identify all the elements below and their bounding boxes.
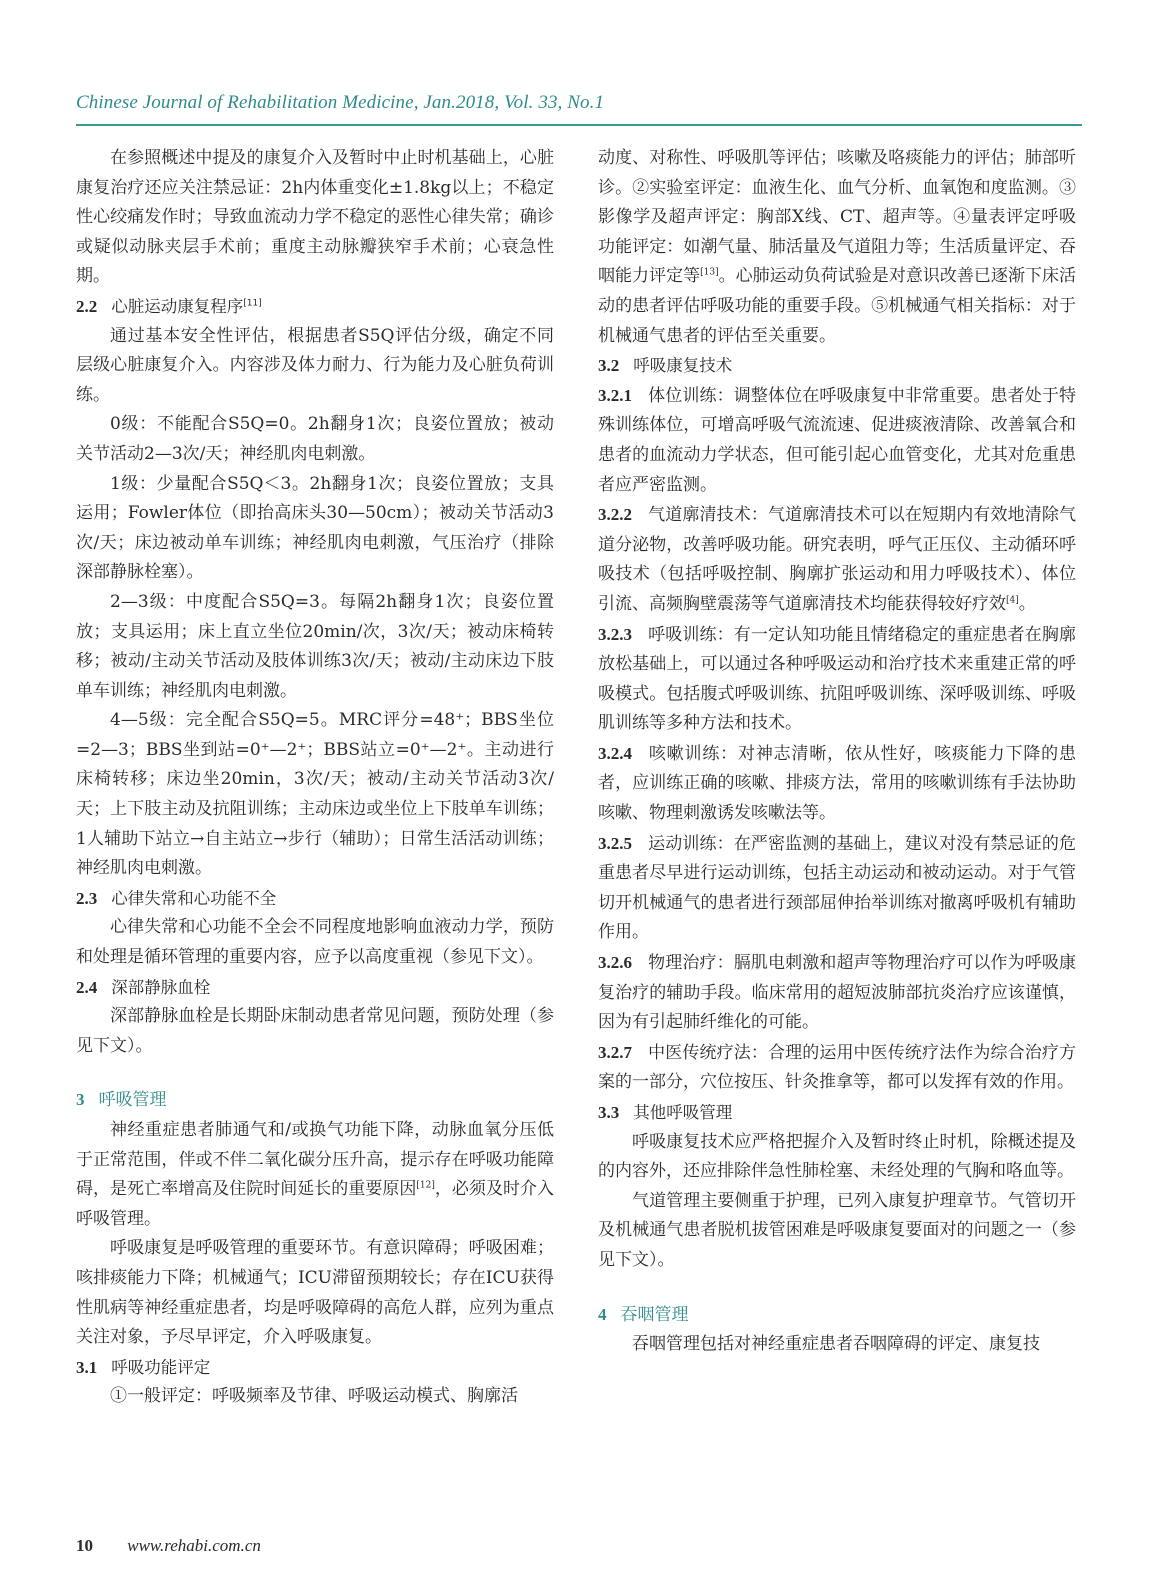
item-3-2-1	[598, 381, 1076, 500]
right-column	[598, 144, 1076, 1360]
item-text: 咳嗽训练：对神志清晰，依从性好，咳痰能力下降的患者，应训练正确的咳嗽、排痰方法，常用的咳嗽训练有手法协助咳嗽、物理刺激诱发咳嗽法等。	[598, 743, 1076, 824]
citation: [12]	[416, 1180, 435, 1191]
section-title: 吞咽管理	[620, 1304, 689, 1325]
item-text: 物理治疗：膈肌电刺激和超声等物理治疗可以作为呼吸康复治疗的辅助手段。临床常用的超短波肺部抗炎治疗应该谨慎，因为有引起肺纤维化的可能。	[598, 953, 1076, 1033]
paragraph: 在参照概述中提及的康复介入及暂时中止时机基础上，心脏康复治疗还应关注禁忌证：2h内体重变化±1.8kg以上；不稳定性心绞痛发作时；导致血流动力学不稳定的恶性心律失常；确诊或疑似动脉夹层手术前；重度主动脉瓣狭窄手术前；心衰急性期。	[76, 148, 554, 287]
paragraph	[76, 1116, 554, 1234]
heading-title: 深部静脉血栓	[111, 977, 211, 997]
paragraph: 心律失常和心功能不全会不同程度地影响血液动力学，预防和处理是循环管理的重要内容，应予以高度重视（参见下文）。	[76, 917, 554, 968]
citation: [11]	[243, 298, 262, 309]
page-footer	[76, 1536, 261, 1556]
section-number: 3	[76, 1090, 85, 1110]
section-heading-3	[76, 1085, 554, 1116]
item-3-2-5	[598, 829, 1076, 948]
paragraph	[598, 144, 1076, 351]
item-number: 3.2.6	[598, 953, 632, 973]
subheading-3-2	[598, 351, 1076, 381]
heading-title: 呼吸康复技术	[633, 356, 733, 376]
item-number: 3.2.2	[598, 505, 632, 525]
heading-title: 心脏运动康复程序	[111, 296, 244, 316]
website-link[interactable]: www.rehabi.com.cn	[127, 1536, 261, 1555]
paragraph: ①一般评定：呼吸频率及节律、呼吸运动模式、胸廓活	[110, 1386, 518, 1407]
heading-number: 2.3	[76, 888, 98, 908]
paragraph-text: 。心肺运动负荷试验是对意识改善已逐渐下床活动的患者评估呼吸功能的重要手段。⑤机械通气相关指标：对于机械通气患者的评估至关重要。	[598, 266, 1077, 346]
paragraph: 通过基本安全性评估，根据患者S5Q评估分级，确定不同层级心脏康复介入。内容涉及体力耐力、行为能力及心脏负荷训练。	[76, 325, 554, 405]
item-3-2-4	[598, 739, 1076, 829]
item-number: 3.2.1	[598, 385, 632, 405]
item-3-2-7	[598, 1038, 1076, 1098]
running-head: Chinese Journal of Rehabilitation Medicine, Jan.2018, Vol. 33, No.1	[76, 92, 605, 113]
item-text: 运动训练：在严密监测的基础上，建议对没有禁忌证的危重患者尽早进行运动训练，包括主动运动和被动运动。对于气管切开机械通气的患者进行颈部屈伸抬举训练对撤离呼吸机有辅助作用。	[598, 833, 1076, 943]
paragraph-text: ，必须及时介入呼吸管理。	[76, 1179, 555, 1229]
left-column	[76, 144, 554, 1412]
paragraph: 呼吸康复技术应严格把握介入及暂时终止时机，除概述提及的内容外，还应排除伴急性肺栓塞、未经处理的气胸和咯血等。	[598, 1131, 1076, 1182]
paragraph: 0级：不能配合S5Q=0。2h翻身1次；良姿位置放；被动关节活动2—3次/天；神经肌肉电刺激。	[76, 414, 554, 464]
heading-title: 其他呼吸管理	[633, 1103, 733, 1122]
item-3-2-2	[598, 500, 1076, 619]
paragraph: 气道管理主要侧重于护理，已列入康复护理章节。气管切开及机械通气患者脱机拔管困难是呼吸康复要面对的问题之一（参见下文）。	[598, 1190, 1076, 1270]
item-text: 体位训练：调整体位在呼吸康复中非常重要。患者处于特殊训练体位，可增高呼吸气流流速、促进痰液清除、改善氧合和患者的血流动力学状态，但可能引起心血管变化，尤其对危重患者应严密监测。	[598, 385, 1076, 495]
item-number: 3.2.4	[598, 743, 632, 763]
subheading-3-1	[76, 1353, 554, 1383]
paragraph: 2—3级：中度配合S5Q=3。每隔2h翻身1次；良姿位置放；支具运用；床上直立坐位20min/次，3次/天；被动床椅转移；被动/主动关节活动及肢体训练3次/天；被动/主动床边下肢单车训练；神经肌肉电刺激。	[76, 591, 554, 701]
subheading-2-2	[76, 292, 554, 322]
paragraph-text: 神经重症患者肺通气和/或换气功能下降，动脉血氧分压低于正常范围，伴或不伴二氧化碳分压升高，提示存在呼吸功能障碍，是死亡率增高及住院时间延长的重要原因	[76, 1120, 554, 1200]
heading-number: 3.3	[598, 1103, 620, 1122]
item-text: 。	[1018, 593, 1036, 614]
header-rule	[76, 124, 1082, 126]
page-number: 10	[76, 1536, 93, 1555]
section-number: 4	[598, 1304, 607, 1324]
item-text: 气道廓清技术：气道廓清技术可以在短期内有效地清除气道分泌物，改善呼吸功能。研究表明，呼气正压仪、主动循环呼吸技术（包括呼吸控制、胸廓扩张运动和用力呼吸技术）、体位引流、高频胸壁震荡等气道廓清技术均能获得较好疗效	[598, 505, 1076, 614]
heading-title: 心律失常和心功能不全	[111, 888, 277, 908]
paragraph: 深部静脉血栓是长期卧床制动患者常见问题，预防处理（参见下文）。	[76, 1006, 554, 1056]
heading-title: 呼吸功能评定	[111, 1357, 211, 1377]
citation: [4]	[1006, 595, 1019, 606]
paragraph-text: 动度、对称性、呼吸肌等评估；咳嗽及咯痰能力的评估；肺部听诊。②实验室评定：血液生化、血气分析、血氧饱和度监测。③影像学及超声评定：胸部X线、CT、超声等。④量表评定呼吸功能评定：如潮气量、肺活量及气道阻力等；生活质量评定、吞咽能力评定等	[598, 148, 1076, 287]
item-text: 中医传统疗法：合理的运用中医传统疗法作为综合治疗方案的一部分，穴位按压、针灸推拿等，都可以发挥有效的作用。	[598, 1042, 1076, 1093]
section-title: 呼吸管理	[98, 1090, 167, 1111]
item-number: 3.2.5	[598, 833, 632, 853]
subheading-3-3	[598, 1098, 1076, 1128]
citation: [13]	[700, 267, 719, 278]
item-3-2-3	[598, 620, 1076, 739]
paragraph: 4—5级：完全配合S5Q=5。MRC评分=48⁺；BBS坐位=2—3；BBS坐到站=0⁺—2⁺；BBS站立=0⁺—2⁺。主动进行床椅转移；床边坐20min，3次/天；被动/主动关节活动3次/天；上下肢主动及抗阻训练；主动床边或坐位上下肢单车训练；1人辅助下站立→自主站立→步行（辅助）；日常生活活动训练；神经肌肉电刺激。	[76, 710, 554, 879]
section-heading-4	[598, 1300, 1076, 1331]
heading-number: 2.2	[76, 296, 98, 316]
paragraph: 吞咽管理包括对神经重症患者吞咽障碍的评定、康复技	[632, 1334, 1040, 1355]
paragraph: 呼吸康复是呼吸管理的重要环节。有意识障碍；呼吸困难；咳排痰能力下降；机械通气；ICU滞留预期较长；存在ICU获得性肌病等神经重症患者，均是呼吸障碍的高危人群，应列为重点关注对象，予尽早评定，介入呼吸康复。	[76, 1238, 554, 1348]
item-text: 呼吸训练：有一定认知功能且情绪稳定的重症患者在胸廓放松基础上，可以通过各种呼吸运动和治疗技术来重建正常的呼吸模式。包括腹式呼吸训练、抗阻呼吸训练、深呼吸训练、呼吸肌训练等多种方法和技术。	[598, 624, 1076, 734]
item-3-2-6	[598, 948, 1076, 1038]
heading-number: 3.2	[598, 356, 620, 376]
paragraph: 1级：少量配合S5Q＜3。2h翻身1次；良姿位置放；支具运用；Fowler体位（即抬高床头30—50cm）；被动关节活动3次/天；床边被动单车训练；神经肌肉电刺激，气压治疗（排除深部静脉栓塞）。	[76, 473, 554, 583]
item-number: 3.2.7	[598, 1042, 632, 1062]
item-number: 3.2.3	[598, 624, 632, 644]
subheading-2-3	[76, 884, 554, 914]
heading-number: 2.4	[76, 977, 98, 997]
heading-number: 3.1	[76, 1357, 98, 1377]
subheading-2-4	[76, 973, 554, 1003]
